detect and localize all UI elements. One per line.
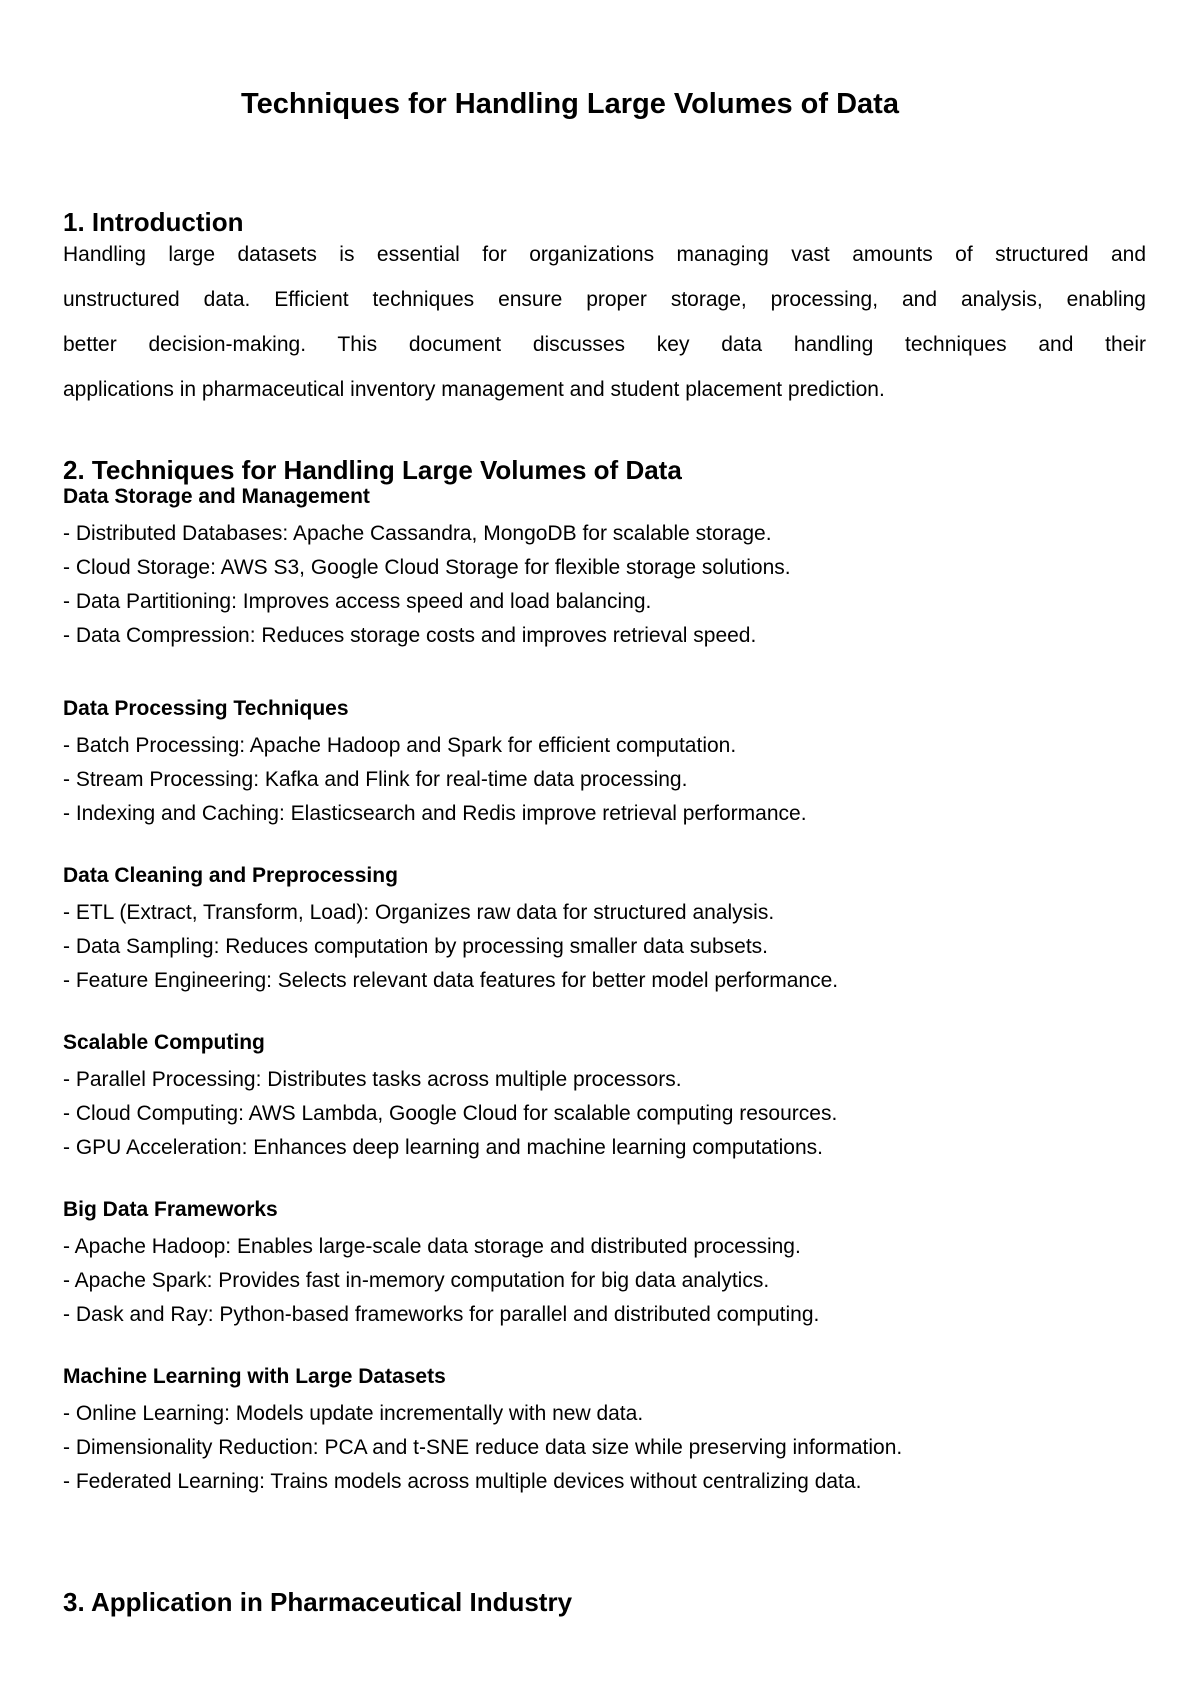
list-item: - Apache Spark: Provides fast in-memory computation for big data analytics. <box>63 1269 770 1292</box>
list-item: - Batch Processing: Apache Hadoop and Spark for efficient computation. <box>63 734 737 757</box>
subsection-heading: Data Cleaning and Preprocessing <box>63 864 398 887</box>
subsection-heading: Scalable Computing <box>63 1031 265 1054</box>
list-item: - Stream Processing: Kafka and Flink for real-time data processing. <box>63 768 688 791</box>
subsection-machine-learning <box>63 1363 1146 1499</box>
list-item: - GPU Acceleration: Enhances deep learning and machine learning computations. <box>63 1136 823 1159</box>
list-item: - Feature Engineering: Selects relevant data features for better model performance. <box>63 969 839 992</box>
subsection-data-processing <box>63 695 1146 831</box>
list-item: - Cloud Computing: AWS Lambda, Google Cloud for scalable computing resources. <box>63 1102 838 1125</box>
list-item: - Dask and Ray: Python-based frameworks for parallel and distributed computing. <box>63 1303 820 1326</box>
subsection-heading: Data Processing Techniques <box>63 697 349 720</box>
list-item: - ETL (Extract, Transform, Load): Organizes raw data for structured analysis. <box>63 901 775 924</box>
subsection-heading: Data Storage and Management <box>63 485 370 508</box>
subsection-data-cleaning <box>63 862 1146 998</box>
list-item: - Data Compression: Reduces storage costs and improves retrieval speed. <box>63 624 757 647</box>
paragraph-line: Handling large datasets is essential for organizations managing vast amounts of structured and <box>63 243 1146 266</box>
list-item: - Online Learning: Models update incrementally with new data. <box>63 1402 644 1425</box>
list-item: - Indexing and Caching: Elasticsearch and Redis improve retrieval performance. <box>63 802 807 825</box>
subsection-big-data-frameworks <box>63 1196 1146 1332</box>
subsection-data-storage <box>63 483 1146 653</box>
paragraph-line: applications in pharmaceutical inventory management and student placement prediction. <box>63 378 885 401</box>
document-title: Techniques for Handling Large Volumes of Data <box>241 88 899 121</box>
list-item: - Data Sampling: Reduces computation by processing smaller data subsets. <box>63 935 769 958</box>
list-item: - Apache Hadoop: Enables large-scale data storage and distributed processing. <box>63 1235 801 1258</box>
introduction-paragraph <box>63 232 1146 412</box>
section-heading-pharmaceutical: 3. Application in Pharmaceutical Industry <box>63 1586 573 1617</box>
section-heading-techniques: 2. Techniques for Handling Large Volumes of Data <box>63 454 682 485</box>
list-item: - Cloud Storage: AWS S3, Google Cloud Storage for flexible storage solutions. <box>63 556 791 579</box>
list-item: - Data Partitioning: Improves access speed and load balancing. <box>63 590 652 613</box>
list-item: - Dimensionality Reduction: PCA and t-SNE reduce data size while preserving information. <box>63 1436 903 1459</box>
list-item: - Parallel Processing: Distributes tasks across multiple processors. <box>63 1068 682 1091</box>
list-item: - Federated Learning: Trains models across multiple devices without centralizing data. <box>63 1470 862 1493</box>
section-heading-introduction: 1. Introduction <box>63 206 244 237</box>
subsection-heading: Big Data Frameworks <box>63 1198 278 1221</box>
subsection-scalable-computing <box>63 1029 1146 1165</box>
paragraph-line: unstructured data. Efficient techniques ensure proper storage, processing, and analysis, enabling <box>63 288 1146 311</box>
list-item: - Distributed Databases: Apache Cassandra, MongoDB for scalable storage. <box>63 522 772 545</box>
paragraph-line: better decision-making. This document discusses key data handling techniques and their <box>63 333 1146 356</box>
subsection-heading: Machine Learning with Large Datasets <box>63 1365 446 1388</box>
